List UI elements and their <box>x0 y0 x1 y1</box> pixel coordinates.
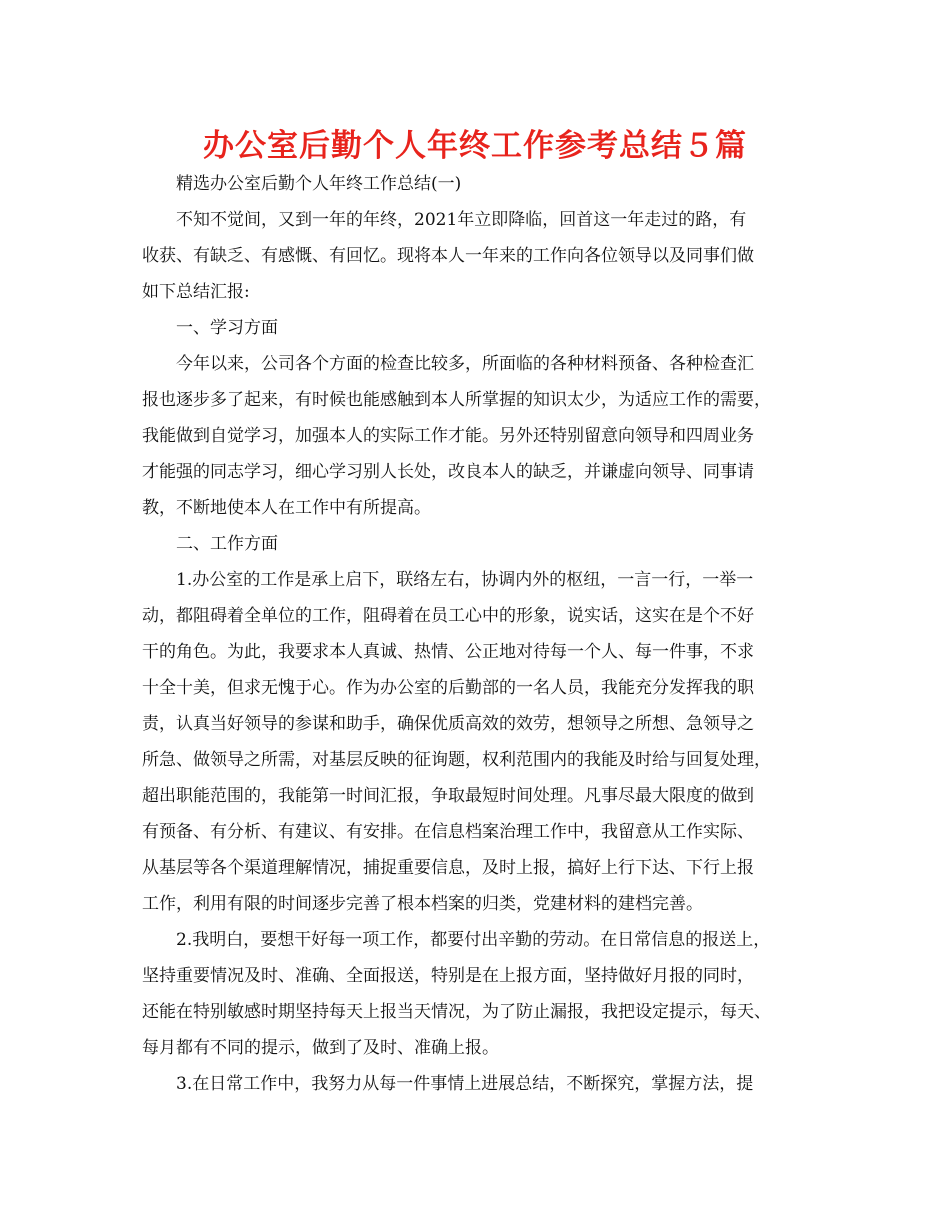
text-line: 2.我明白，要想干好每一项工作，都要付出辛勤的劳动。在日常信息的报送上， <box>176 930 771 950</box>
text-line: 如下总结汇报: <box>142 282 250 302</box>
document-title: 办公室后勤个人年终工作参考总结５篇 <box>203 128 747 164</box>
text-line: 教，不断地使本人在工作中有所提高。 <box>142 498 431 518</box>
text-line: 责，认真当好领导的参谋和助手，确保优质高效的效劳，想领导之所想、急领导之 <box>142 714 754 734</box>
text-line: 精选办公室后勤个人年终工作总结(一) <box>176 174 462 194</box>
text-line: 所急、做领导之所需，对基层反映的征询题，权利范围内的我能及时给与回复处理， <box>142 750 771 770</box>
text-line: 今年以来，公司各个方面的检查比较多，所面临的各种材料预备、各种检查汇 <box>176 354 754 374</box>
text-line: 不知不觉间，又到一年的年终，2021年立即降临，回首这一年走过的路，有 <box>176 210 747 230</box>
text-line: 十全十美，但求无愧于心。作为办公室的后勤部的一名人员，我能充分发挥我的职 <box>142 678 754 698</box>
text-line: 工作，利用有限的时间逐步完善了根本档案的归类，党建材料的建档完善。 <box>142 894 703 914</box>
text-line: 每月都有不同的提示，做到了及时、准确上报。 <box>142 1038 499 1058</box>
text-line: 超出职能范围的，我能第一时间汇报，争取最短时间处理。凡事尽最大限度的做到 <box>142 786 754 806</box>
text-line: 1.办公室的工作是承上启下，联络左右，协调内外的枢纽，一言一行，一举一 <box>176 570 754 590</box>
text-line: 一、学习方面 <box>176 318 278 338</box>
text-line: 坚持重要情况及时、准确、全面报送，特别是在上报方面，坚持做好月报的同时， <box>142 966 754 986</box>
text-line: 从基层等各个渠道理解情况，捕捉重要信息，及时上报，搞好上行下达、下行上报 <box>142 858 754 878</box>
text-line: 才能强的同志学习，细心学习别人长处，改良本人的缺乏，并谦虚向领导、同事请 <box>142 462 754 482</box>
text-line: 收获、有缺乏、有感慨、有回忆。现将本人一年来的工作向各位领导以及同事们做 <box>142 246 754 266</box>
text-line: 二、工作方面 <box>176 534 278 554</box>
text-line: 我能做到自觉学习，加强本人的实际工作才能。另外还特别留意向领导和四周业务 <box>142 426 754 446</box>
text-line: 有预备、有分析、有建议、有安排。在信息档案治理工作中，我留意从工作实际、 <box>142 822 754 842</box>
text-line: 还能在特别敏感时期坚持每天上报当天情况，为了防止漏报，我把设定提示，每天、 <box>142 1002 771 1022</box>
text-line: 报也逐步多了起来，有时候也能感触到本人所掌握的知识太少，为适应工作的需要， <box>142 390 771 410</box>
text-line: 动，都阻碍着全单位的工作，阻碍着在员工心中的形象，说实话，这实在是个不好 <box>142 606 754 626</box>
document-body <box>142 166 817 1102</box>
text-line: 干的角色。为此，我要求本人真诚、热情、公正地对待每一个人、每一件事，不求 <box>142 642 754 662</box>
text-line: 3.在日常工作中，我努力从每一件事情上进展总结，不断探究，掌握方法，提 <box>176 1074 754 1094</box>
